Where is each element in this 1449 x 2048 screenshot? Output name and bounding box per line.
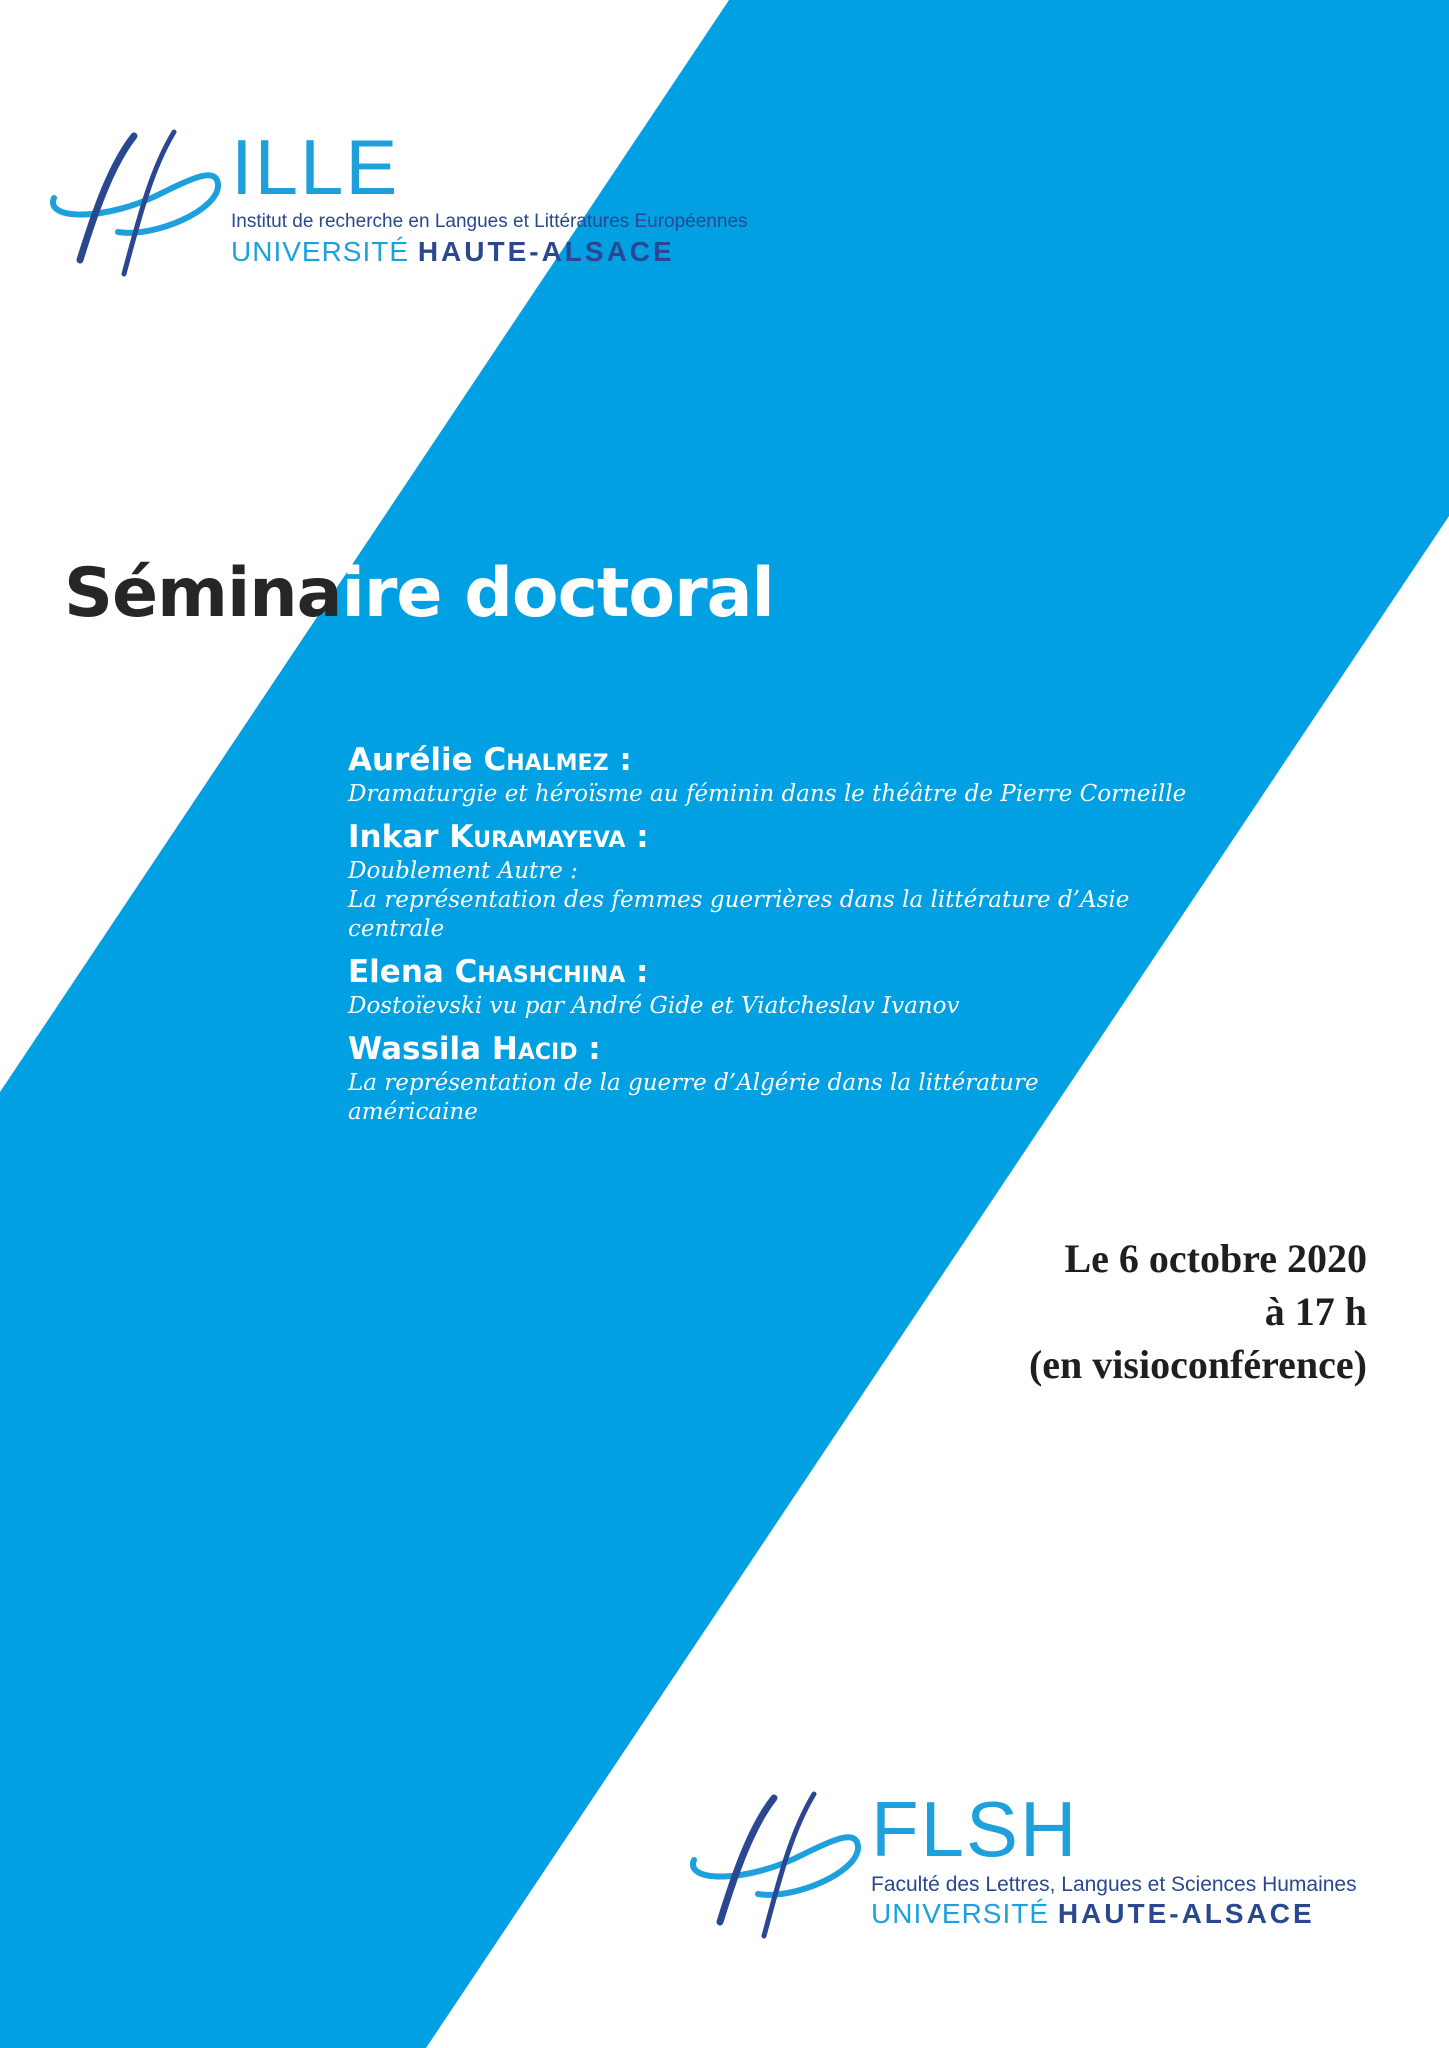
speaker-last-name: Chashchina [454, 954, 626, 990]
university-word: UNIVERSITÉ [231, 236, 410, 267]
flsh-university-name [871, 1900, 1315, 1928]
speaker-colon: : [625, 954, 649, 990]
speaker-colon: : [625, 819, 649, 855]
speaker-first-name: Elena [348, 954, 444, 990]
talk-topic-line: Doublement Autre : [348, 858, 578, 884]
speaker-first-name: Wassila [348, 1031, 482, 1067]
event-mode: (en visioconférence) [1028, 1342, 1367, 1387]
ille-university-name [231, 238, 675, 266]
flsh-acronym: FLSH [871, 1785, 1079, 1873]
speaker-first-name: Inkar [348, 819, 439, 855]
event-time: à 17 h [1264, 1289, 1367, 1334]
haute-alsace-word: HAUTE-ALSACE [1057, 1898, 1315, 1929]
talk-topic-line: centrale [348, 916, 445, 942]
uha-swoosh-icon [686, 1790, 866, 1940]
speaker-item [348, 740, 1248, 809]
speaker-name [348, 740, 1248, 780]
university-word: UNIVERSITÉ [871, 1898, 1050, 1929]
speaker-item [348, 817, 1248, 944]
uha-swoosh-icon [46, 128, 226, 278]
speaker-item [348, 1029, 1248, 1127]
ille-logo [46, 123, 786, 278]
talk-topic-line: Dramaturgie et héroïsme au féminin dans le théâtre de Pierre Corneille [348, 781, 1187, 807]
ille-acronym: ILLE [231, 123, 400, 211]
flsh-faculty-name: Faculté des Lettres, Langues et Sciences Humaines [871, 1873, 1357, 1896]
speaker-item [348, 952, 1248, 1021]
haute-alsace-word: HAUTE-ALSACE [417, 236, 675, 267]
event-date: Le 6 octobre 2020 [1064, 1236, 1367, 1281]
speaker-colon: : [608, 742, 632, 778]
speaker-list [348, 740, 1248, 1135]
title-part-dark: Sémina [64, 554, 342, 633]
talk-topic-line: La représentation de la guerre d’Algérie dans la littérature [348, 1070, 1039, 1096]
speaker-first-name: Aurélie [348, 742, 473, 778]
speaker-name [348, 952, 1248, 992]
speaker-last-name: Chalmez [483, 742, 609, 778]
speaker-colon: : [577, 1031, 601, 1067]
talk-topic-line: américaine [348, 1099, 478, 1125]
page-title [64, 554, 774, 633]
speaker-name [348, 1029, 1248, 1069]
speaker-last-name: Kuramayeva [449, 819, 626, 855]
talk-topic-line: La représentation des femmes guerrières dans la littérature d’Asie [348, 887, 1130, 913]
speaker-last-name: Hacid [491, 1031, 578, 1067]
title-part-light: ire doctoral [341, 554, 774, 633]
flsh-logo [686, 1785, 1426, 1940]
talk-topic-line: Dostoïevski vu par André Gide et Viatcheslav Ivanov [348, 993, 960, 1019]
ille-institute-name: Institut de recherche en Langues et Littératures Européennes [231, 211, 748, 232]
speaker-name [348, 817, 1248, 857]
event-details [1029, 1232, 1367, 1391]
